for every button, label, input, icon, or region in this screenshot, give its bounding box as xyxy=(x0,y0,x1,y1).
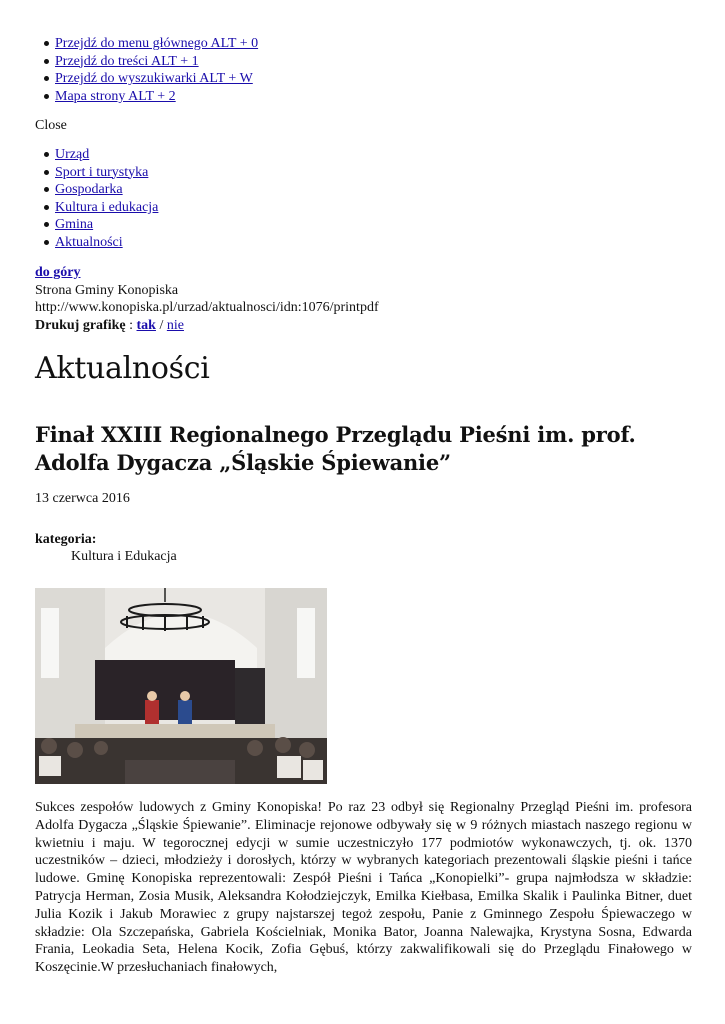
category-value: Kultura i Edukacja xyxy=(71,549,177,564)
print-graphics-separator: : xyxy=(125,318,137,333)
menu-link-gmina[interactable]: Gmina xyxy=(55,217,94,233)
print-graphics-slash: / xyxy=(155,318,167,333)
article-date: 13 czerwca 2016 xyxy=(35,491,130,506)
menu-link-sport[interactable]: Sport i turystyka xyxy=(55,164,149,180)
skip-link-item xyxy=(55,70,258,88)
print-graphics-label: Drukuj grafikę xyxy=(35,318,126,333)
menu-link-kultura[interactable]: Kultura i edukacja xyxy=(55,199,159,215)
menu-item xyxy=(55,199,158,217)
skip-to-main-menu-link[interactable]: Przejdź do menu głównego ALT + 0 xyxy=(55,36,259,51)
sitemap-link[interactable]: Mapa strony ALT + 2 xyxy=(55,88,176,104)
site-name: Strona Gminy Konopiska xyxy=(35,283,179,298)
close-label: Close xyxy=(35,118,67,133)
concert-hall-photo xyxy=(35,588,327,784)
menu-item xyxy=(55,181,158,199)
skip-link-item xyxy=(55,88,258,106)
menu-item xyxy=(55,164,158,182)
print-url: http://www.konopiska.pl/urzad/aktualnosci/idn:1076/printpdf xyxy=(35,300,379,315)
menu-item xyxy=(55,146,158,164)
print-graphics-no-link[interactable]: nie xyxy=(166,318,184,333)
section-title: Aktualności xyxy=(35,351,210,386)
menu-item xyxy=(55,234,158,252)
skip-link-item xyxy=(55,35,258,53)
skip-link-item xyxy=(55,53,258,71)
article-body: Sukces zespołów ludowych z Gminy Konopiska! Po raz 23 odbył się Regionalny Przegląd Pieśni im. profesora Adolfa Dygacza „Śląskie Śpiewanie”. Eliminacje rejonowe odbywały się w 9 różnych miastach naszego regionu w kwietniu i maju. W tegorocznej edycji w sumie uczestniczyło 177 podmiotów wykonawczych, tj. ok. 1370 uczestników – dzieci, młodzieży i dorosłych, którzy w wybranych kategoriach prezentowali śląskie pieśni i tańce ludowe. Gminę Konopiska reprezentowali: Zespół Pieśni i Tańca „Konopielki”- grupa najmłodsza w składzie: Patrycja Herman, Zosia Musik, Aleksandra Kołodziejczyk, Emilka Kiełbasa, Emilka Skalik i Paulinka Bitner, duet Julia Kozik i Jakub Morawiec z grupy najstarszej tegoż zespołu, Panie z Gminnego Zespołu Śpiewaczego w składzie: Ola Szczepańska, Gabriela Kościelniak, Monika Bator, Joanna Nalewajka, Krystyna Sosna, Edwarda Frania, Leokadia Seta, Helena Kocik, Zofia Gębuś, którzy zakwalifikowali się do Przeglądu Finałowego w Koszęcinie.W przesłuchaniach finałowych, xyxy=(35,800,692,976)
menu-link-gospodarka[interactable]: Gospodarka xyxy=(55,182,123,198)
menu-item xyxy=(55,216,158,234)
category-label: kategoria: xyxy=(35,532,97,547)
skip-to-content-link[interactable]: Przejdź do treści ALT + 1 xyxy=(55,53,199,69)
skip-to-search-link[interactable]: Przejdź do wyszukiwarki ALT + W xyxy=(55,71,253,87)
main-menu-list xyxy=(55,146,158,252)
menu-link-aktualnosci[interactable]: Aktualności xyxy=(55,234,123,250)
article-title: Finał XXIII Regionalnego Przeglądu Pieśni im. prof. Adolfa Dygacza „Śląskie Śpiewanie” xyxy=(35,422,636,475)
print-graphics-row xyxy=(35,317,184,335)
skip-links-list xyxy=(55,35,258,105)
menu-link-urzad[interactable]: Urząd xyxy=(55,147,90,162)
back-to-top-link[interactable]: do góry xyxy=(35,265,81,280)
print-graphics-yes-link[interactable]: tak xyxy=(136,318,156,333)
